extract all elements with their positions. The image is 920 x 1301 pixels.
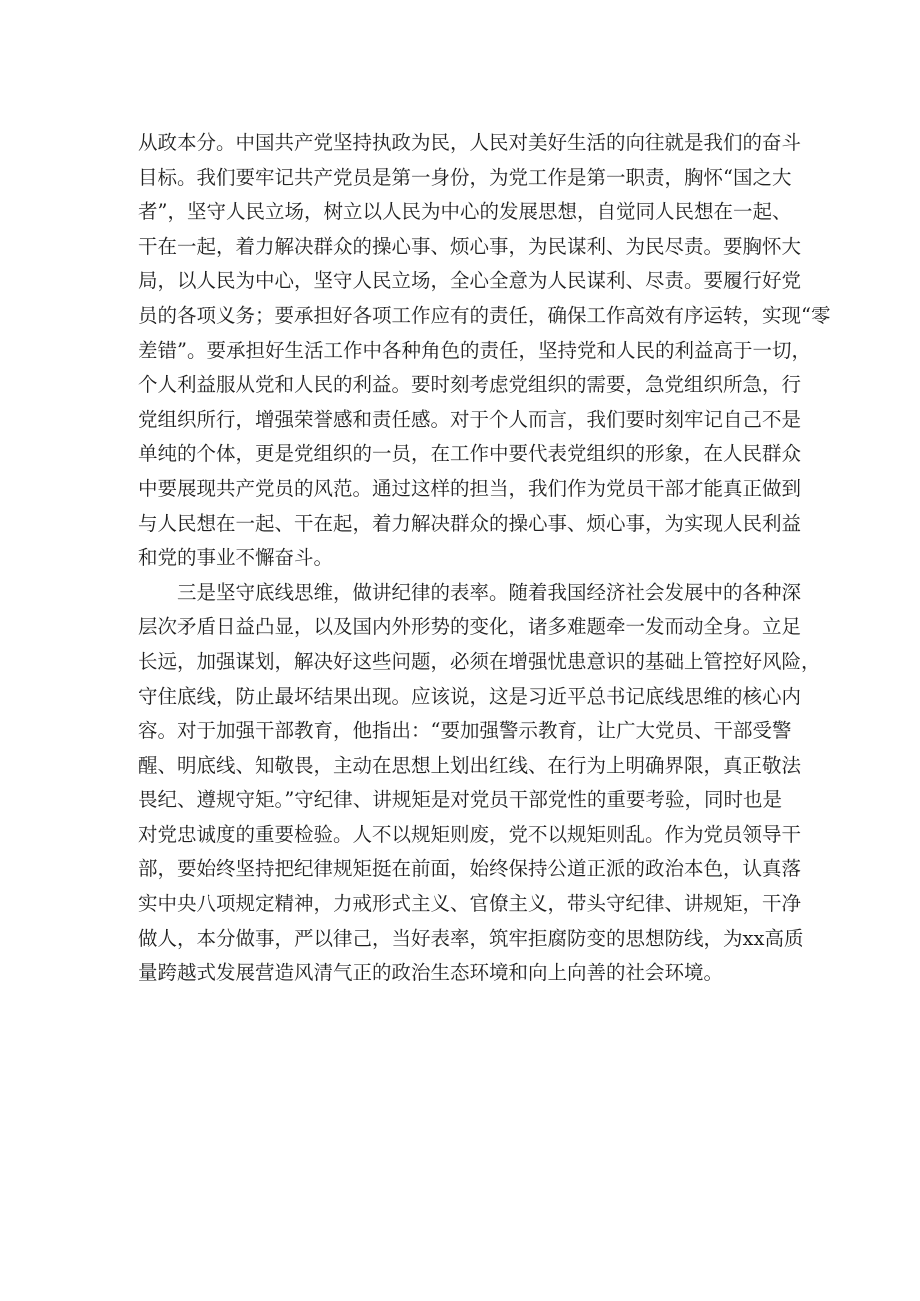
- text-line: 畏纪、遵规守矩。”守纪律、讲规矩是对党员干部党性的重要考验，同时也是: [138, 788, 782, 812]
- text-line: 对党忠诚度的重要检验。人不以规矩则废，党不以规矩则乱。作为党员领导干: [138, 822, 802, 846]
- text-line: 者”，坚守人民立场，树立以人民为中心的发展思想，自觉同人民想在一起、: [138, 200, 792, 224]
- text-line: 和党的事业不懈奋斗。: [138, 546, 334, 570]
- text-line: 与人民想在一起、干在起，着力解决群众的操心事、烦心事，为实现人民利益: [138, 511, 802, 535]
- text-line: 单纯的个体，更是党组织的一员，在工作中要代表党组织的形象，在人民群众: [138, 442, 802, 466]
- document-body: [138, 126, 831, 991]
- text-line: 从政本分。中国共产党坚持执政为民，人民对美好生活的向往就是我们的奋斗: [138, 131, 802, 154]
- text-line: 个人利益服从党和人民的利益。要时刻考虑党组织的需要，急党组织所急，行: [138, 373, 802, 397]
- text-line: 层次矛盾日益凸显，以及国内外形势的变化，诸多难题牵一发而动全身。立足: [138, 615, 802, 639]
- text-line: 量跨越式发展营造风清气正的政治生态环境和向上向善的社会环境。: [138, 961, 724, 985]
- text-line: 党组织所行，增强荣誉感和责任感。对于个人而言，我们要时刻牢记自己不是: [138, 407, 802, 431]
- text-line: 差错”。要承担好生活工作中各种角色的责任，坚持党和人民的利益高于一切，: [138, 338, 811, 362]
- text-line: 醒、明底线、知敬畏，主动在思想上划出红线、在行为上明确界限，真正敬法: [138, 753, 802, 777]
- text-line: 中要展现共产党员的风范。通过这样的担当，我们作为党员干部才能真正做到: [138, 476, 802, 500]
- text-line: 实中央八项规定精神，力戒形式主义、官僚主义，带头守纪律、讲规矩，干净: [138, 892, 802, 916]
- paragraph-2: [138, 576, 821, 991]
- text-line: 容。对于加强干部教育，他指出：“要加强警示教育，让广大党员、干部受警: [138, 719, 792, 743]
- text-line: 目标。我们要牢记共产党员是第一身份，为党工作是第一职责，胸怀“国之大: [138, 165, 792, 189]
- paragraph-1: [138, 126, 831, 576]
- text-line: 守住底线，防止最坏结果出现。应该说，这是习近平总书记底线思维的核心内: [138, 684, 802, 708]
- text-line: 局，以人民为中心，坚守人民立场，全心全意为人民谋利、尽责。要履行好党: [138, 269, 802, 293]
- text-line: 做人，本分做事，严以律己，当好表率，筑牢拒腐防变的思想防线，为xx高质: [138, 926, 804, 950]
- text-line: 长远，加强谋划，解决好这些问题，必须在增强忧患意识的基础上管控好风险，: [138, 649, 821, 673]
- text-line: 员的各项义务；要承担好各项工作应有的责任，确保工作高效有序运转，实现“零: [138, 303, 831, 327]
- text-line: 部，要始终坚持把纪律规矩挺在前面，始终保持公道正派的政治本色，认真落: [138, 857, 802, 881]
- text-line: 三是坚守底线思维，做讲纪律的表率。随着我国经济社会发展中的各种深: [177, 580, 802, 604]
- text-line: 干在一起，着力解决群众的操心事、烦心事，为民谋利、为民尽责。要胸怀大: [138, 234, 802, 258]
